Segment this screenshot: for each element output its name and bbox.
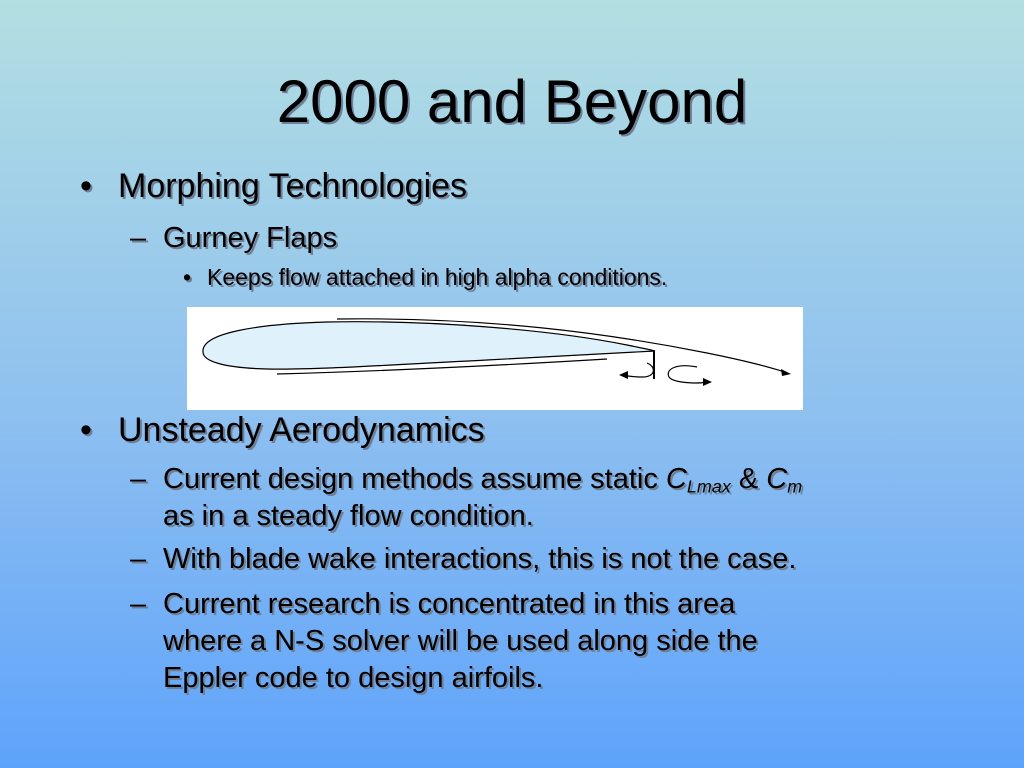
c-m-subscript: m [787, 476, 803, 497]
streamline-arrowhead [781, 369, 791, 376]
subitem-research-line-3: Eppler code to design airfoils. [163, 662, 544, 694]
subsubitem-flow-attached: Keeps flow attached in high alpha conditions. [207, 264, 668, 290]
subitem-research-line-1: Current research is concentrated in this area [163, 588, 736, 620]
vortex-rear [668, 366, 707, 383]
vortex-rear-arrowhead [703, 378, 712, 386]
section-heading-unsteady: Unsteady Aerodynamics [118, 411, 485, 449]
c-lmax-subscript: Lmax [686, 476, 731, 497]
bullet-marker: • [80, 411, 92, 449]
c-lmax-symbol: C [665, 463, 687, 495]
ampersand: & [730, 463, 767, 495]
slide-title: 2000 and Beyond [276, 68, 748, 135]
vortex-front-arrowhead [619, 371, 628, 379]
c-m-symbol: C [766, 463, 788, 495]
airfoil-svg [187, 307, 803, 410]
dash-marker: – [130, 463, 147, 495]
dash-marker: – [130, 543, 147, 575]
subitem-gurney-flaps: Gurney Flaps [163, 222, 338, 254]
section-heading-morphing: Morphing Technologies [118, 167, 468, 205]
dash-marker: – [130, 588, 147, 620]
bullet-marker: • [183, 264, 192, 290]
bullet-marker: • [80, 167, 92, 205]
subitem-text: Current design methods assume static [163, 463, 666, 495]
subitem-blade-wake: With blade wake interactions, this is not the case. [163, 543, 797, 575]
gurney-flap-airfoil-diagram [187, 307, 803, 410]
subitem-design-methods-cont: as in a steady flow condition. [163, 500, 534, 532]
subitem-research-line-2: where a N-S solver will be used along side the [163, 625, 758, 657]
airfoil-shape [203, 322, 655, 369]
dash-marker: – [130, 222, 147, 254]
